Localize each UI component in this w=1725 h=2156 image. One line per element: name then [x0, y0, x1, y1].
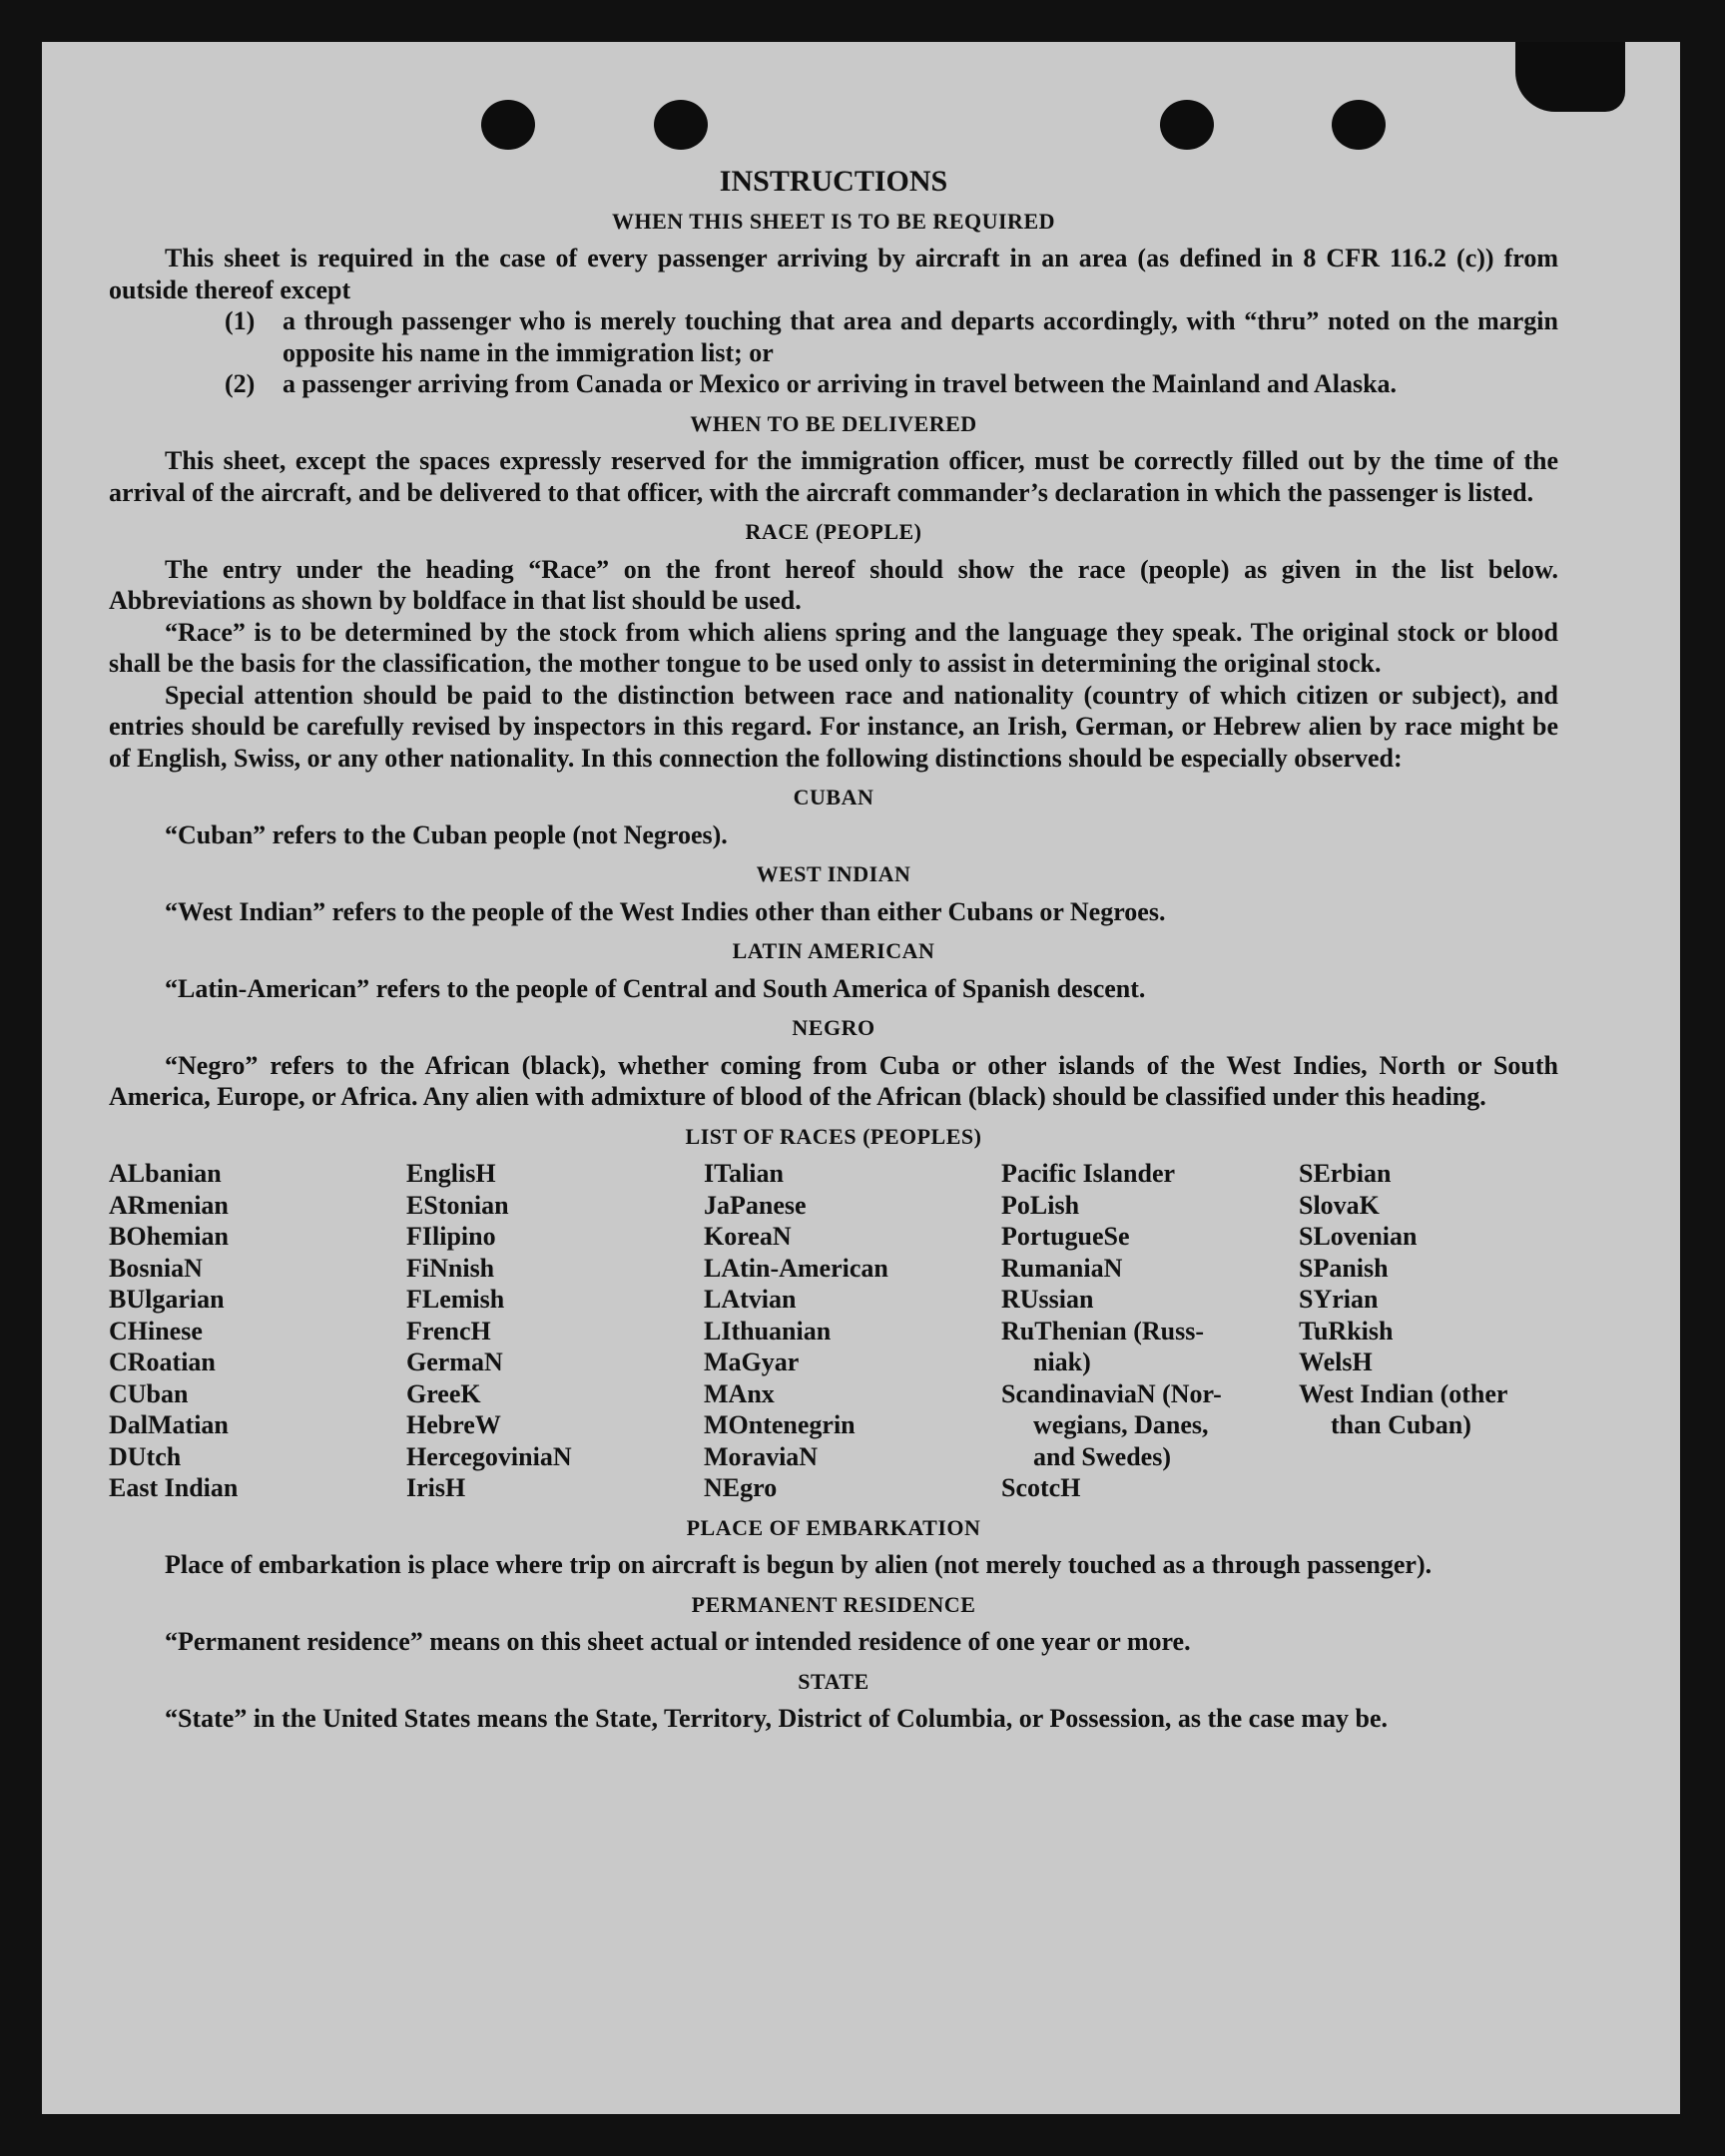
- west-indian-heading: WEST INDIAN: [756, 861, 911, 886]
- race-entry: ALbanian: [109, 1159, 222, 1188]
- corner-ink-mark: [1515, 42, 1625, 112]
- race-entry: Pacific Islander: [1001, 1159, 1176, 1188]
- race-entry: DUtch: [109, 1441, 182, 1471]
- race-entry: SYrian: [1299, 1285, 1379, 1314]
- race-entry: EStonian: [406, 1190, 509, 1220]
- race-entry: GermaN: [406, 1348, 503, 1376]
- residence-heading: PERMANENT RESIDENCE: [691, 1591, 976, 1617]
- punch-hole: [1160, 100, 1214, 150]
- race-entry: WelsH: [1299, 1348, 1373, 1376]
- race-entry: niak): [1033, 1348, 1091, 1376]
- race-column: [406, 1158, 704, 1504]
- race-entry: wegians, Danes,: [1033, 1410, 1209, 1439]
- race-entry: SErbian: [1299, 1159, 1392, 1188]
- race-entry: than Cuban): [1331, 1410, 1471, 1439]
- race-paragraph: “Race” is to be determined by the stock from which aliens spring and the language they speak. The original stock or blood shall be the basis for the classification, the mother tongue to be used only to assist in determining the original stock.: [109, 617, 1558, 678]
- race-entry: ScandinaviaN (Nor-: [1001, 1378, 1222, 1408]
- race-entry: ARmenian: [109, 1190, 229, 1220]
- races-list-heading: LIST OF RACES (PEOPLES): [685, 1123, 982, 1149]
- state-text: “State” in the United States means the State, Territory, District of Columbia, or Possession, as the case may be.: [165, 1704, 1389, 1733]
- when-required-heading: WHEN THIS SHEET IS TO BE REQUIRED: [611, 208, 1056, 234]
- race-paragraph: The entry under the heading “Race” on the front hereof should show the race (people) as given in the list below. Abbreviations as shown by boldface in that list should be used.: [109, 554, 1558, 615]
- race-entry: DalMatian: [109, 1410, 229, 1439]
- race-entry: FLemish: [406, 1285, 505, 1314]
- race-entry: CRoatian: [109, 1348, 216, 1376]
- state-heading: STATE: [798, 1668, 869, 1694]
- negro-heading: NEGRO: [792, 1015, 875, 1040]
- race-column: [109, 1158, 406, 1504]
- exception-number: (2): [225, 369, 256, 398]
- race-entry: IrisH: [406, 1473, 466, 1502]
- race-paragraph: Special attention should be paid to the distinction between race and nationality (country of which citizen or subject), and entries should be carefully revised by inspectors in this regard. For instance, an Irish, German, or Hebrew alien by race might be of English, Swiss, or any other nationality. In this connection the following distinctions should be especially observed:: [109, 680, 1558, 773]
- race-entry: SlovaK: [1299, 1190, 1380, 1220]
- exception-number: (1): [225, 306, 256, 335]
- punch-hole: [481, 100, 535, 150]
- race-entry: FiNnish: [406, 1253, 495, 1283]
- race-entry: and Swedes): [1033, 1441, 1171, 1471]
- race-entry: West Indian (other: [1299, 1378, 1508, 1408]
- instructions-content: [109, 162, 1558, 1735]
- cuban-text: “Cuban” refers to the Cuban people (not Negroes).: [165, 819, 728, 849]
- race-column: [704, 1158, 1001, 1504]
- race-entry: LIthuanian: [704, 1316, 832, 1346]
- race-entry: PoLish: [1001, 1190, 1080, 1220]
- west-indian-text: “West Indian” refers to the people of the West Indies other than either Cubans or Negroes.: [165, 896, 1166, 926]
- race-entry: BOhemian: [109, 1222, 229, 1251]
- races-list: [109, 1158, 1558, 1504]
- race-entry: GreeK: [406, 1378, 481, 1408]
- race-entry: East Indian: [109, 1473, 239, 1502]
- punch-hole: [1332, 100, 1386, 150]
- when-delivered-heading: WHEN TO BE DELIVERED: [690, 410, 977, 436]
- latin-american-heading: LATIN AMERICAN: [732, 938, 935, 963]
- exception-item: [225, 305, 1558, 368]
- race-entry: PortugueSe: [1001, 1222, 1130, 1251]
- race-entry: CHinese: [109, 1316, 203, 1346]
- race-entry: RuThenian (Russ-: [1001, 1316, 1205, 1346]
- race-entry: SLovenian: [1299, 1222, 1418, 1251]
- when-delivered-text: This sheet, except the spaces expressly reserved for the immigration officer, must be correctly filled out by the time of the arrival of the aircraft, and be delivered to that officer, with the aircraft commander’s declaration in which the passenger is listed.: [109, 446, 1558, 507]
- race-entry: HercegoviniaN: [406, 1441, 572, 1471]
- exception-text: a passenger arriving from Canada or Mexico or arriving in travel between the Mainland and Alaska.: [283, 369, 1398, 398]
- exception-item: [225, 368, 1558, 400]
- race-entry: TuRkish: [1299, 1316, 1394, 1346]
- race-entry: RUssian: [1001, 1285, 1094, 1314]
- document-sheet: [42, 42, 1680, 2114]
- page-title: INSTRUCTIONS: [719, 165, 948, 198]
- race-entry: FIlipino: [406, 1222, 496, 1251]
- exception-text: a through passenger who is merely touching that area and departs accordingly, with “thru” noted on the margin opposite his name in the immigration list; or: [283, 306, 1558, 367]
- punch-hole: [654, 100, 708, 150]
- race-entry: RumaniaN: [1001, 1253, 1123, 1283]
- when-required-intro: This sheet is required in the case of every passenger arriving by aircraft in an area (as defined in 8 CFR 116.2 (c)) from outside thereof except: [109, 244, 1558, 304]
- residence-text: “Permanent residence” means on this sheet actual or intended residence of one year or more.: [165, 1627, 1191, 1656]
- race-column: [1001, 1158, 1299, 1504]
- race-entry: JaPanese: [704, 1190, 807, 1220]
- race-entry: LAtin-American: [704, 1253, 888, 1283]
- race-entry: HebreW: [406, 1410, 501, 1439]
- race-entry: MaGyar: [704, 1348, 800, 1376]
- race-entry: ITalian: [704, 1159, 784, 1188]
- race-entry: MAnx: [704, 1378, 775, 1408]
- race-heading: RACE (PEOPLE): [745, 519, 922, 544]
- race-entry: BUlgarian: [109, 1285, 225, 1314]
- latin-american-text: “Latin-American” refers to the people of Central and South America of Spanish descent.: [165, 973, 1146, 1003]
- race-entry: BosniaN: [109, 1253, 203, 1283]
- embarkation-heading: PLACE OF EMBARKATION: [686, 1514, 981, 1540]
- race-entry: LAtvian: [704, 1285, 797, 1314]
- race-entry: CUban: [109, 1378, 189, 1408]
- race-entry: SPanish: [1299, 1253, 1389, 1283]
- cuban-heading: CUBAN: [793, 785, 874, 809]
- race-entry: FrencH: [406, 1316, 491, 1346]
- race-entry: KoreaN: [704, 1222, 792, 1251]
- race-entry: EnglisH: [406, 1159, 496, 1188]
- race-entry: MOntenegrin: [704, 1410, 856, 1439]
- race-entry: ScotcH: [1001, 1473, 1081, 1502]
- race-entry: MoraviaN: [704, 1441, 819, 1471]
- negro-text: “Negro” refers to the African (black), whether coming from Cuba or other islands of the West Indies, North or South America, Europe, or Africa. Any alien with admixture of blood of the African (black) should be classified under this heading.: [109, 1050, 1558, 1111]
- embarkation-text: Place of embarkation is place where trip on aircraft is begun by alien (not merely touched as a through passenger).: [165, 1550, 1433, 1579]
- race-column: [1299, 1158, 1558, 1504]
- race-entry: NEgro: [704, 1473, 778, 1502]
